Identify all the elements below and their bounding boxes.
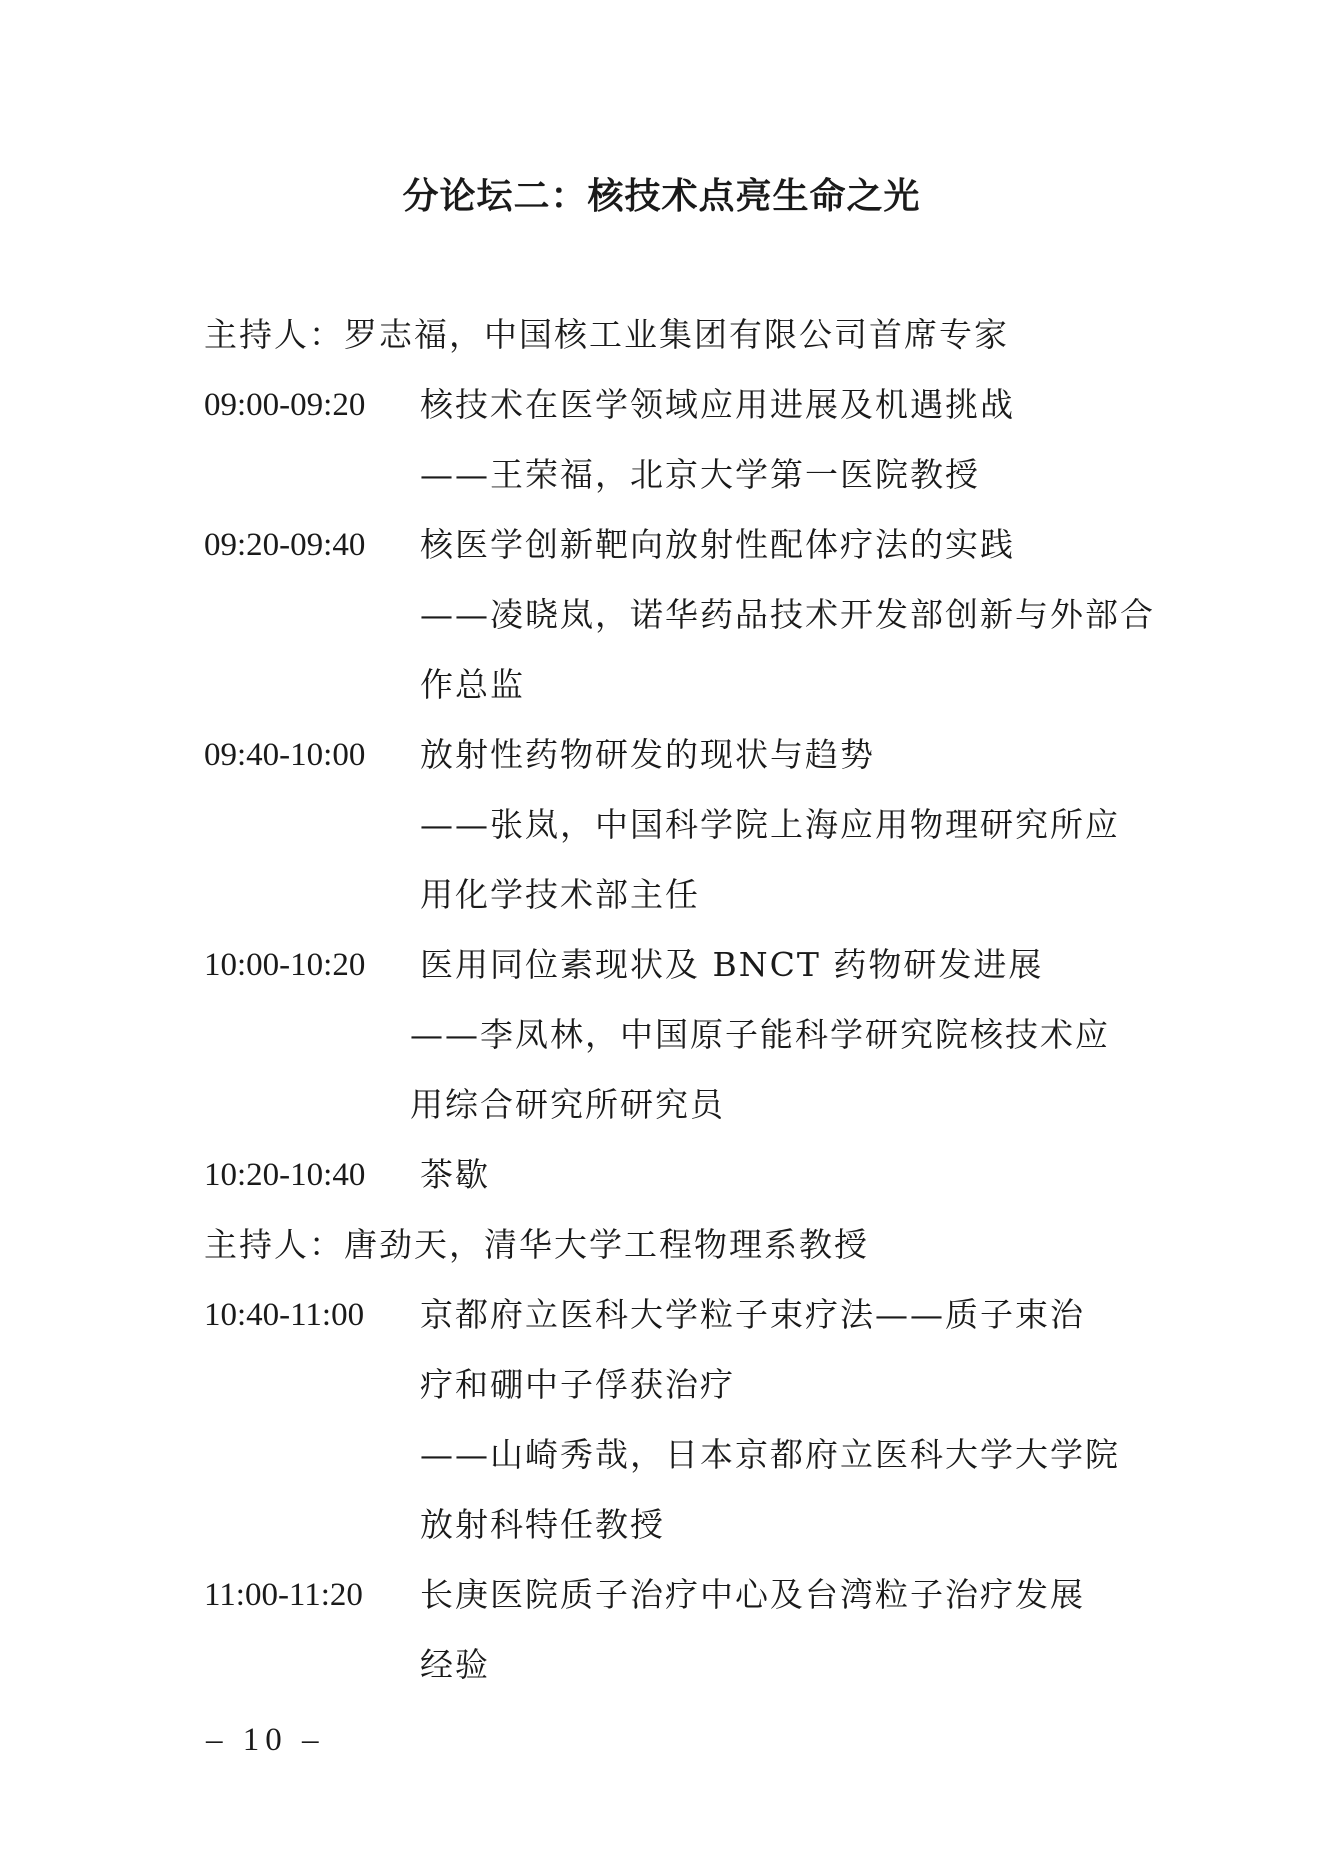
session-speaker: 放射科特任教授 (420, 1505, 665, 1544)
session-time: 10:00-10:20 (204, 947, 366, 983)
session-speaker: 用化学技术部主任 (420, 875, 700, 914)
session-topic: 疗和硼中子俘获治疗 (420, 1365, 735, 1404)
session-topic: 医用同位素现状及 BNCT 药物研发进展 (420, 945, 1044, 984)
session-topic: 茶歇 (420, 1155, 490, 1194)
session-topic: 经验 (420, 1645, 490, 1684)
session-time: 11:00-11:20 (204, 1577, 363, 1613)
session-time: 10:20-10:40 (204, 1157, 366, 1193)
session-speaker: ——张岚，中国科学院上海应用物理研究所应 (420, 805, 1120, 844)
page-number: – 10 – (206, 1722, 325, 1758)
host-line-2: 主持人：唐劲天，清华大学工程物理系教授 (204, 1225, 869, 1264)
session-time: 10:40-11:00 (204, 1297, 365, 1333)
session-speaker: 作总监 (420, 665, 525, 704)
session-speaker: ——王荣福，北京大学第一医院教授 (420, 455, 980, 494)
session-time: 09:00-09:20 (204, 387, 366, 423)
host-line-1: 主持人：罗志福，中国核工业集团有限公司首席专家 (204, 315, 1009, 354)
session-topic: 核技术在医学领域应用进展及机遇挑战 (420, 385, 1015, 424)
page-title: 分论坛二：核技术点亮生命之光 (402, 176, 921, 217)
session-speaker: ——山崎秀哉，日本京都府立医科大学大学院 (420, 1435, 1120, 1474)
session-topic: 放射性药物研发的现状与趋势 (420, 735, 875, 774)
session-topic: 核医学创新靶向放射性配体疗法的实践 (420, 525, 1015, 564)
session-speaker: ——凌晓岚，诺华药品技术开发部创新与外部合 (420, 595, 1155, 634)
session-time: 09:40-10:00 (204, 737, 366, 773)
session-speaker: ——李凤林，中国原子能科学研究院核技术应 (410, 1015, 1110, 1054)
session-time: 09:20-09:40 (204, 527, 366, 563)
session-speaker: 用综合研究所研究员 (410, 1085, 725, 1124)
session-topic: 京都府立医科大学粒子束疗法——质子束治 (420, 1295, 1085, 1334)
session-topic: 长庚医院质子治疗中心及台湾粒子治疗发展 (420, 1575, 1085, 1614)
